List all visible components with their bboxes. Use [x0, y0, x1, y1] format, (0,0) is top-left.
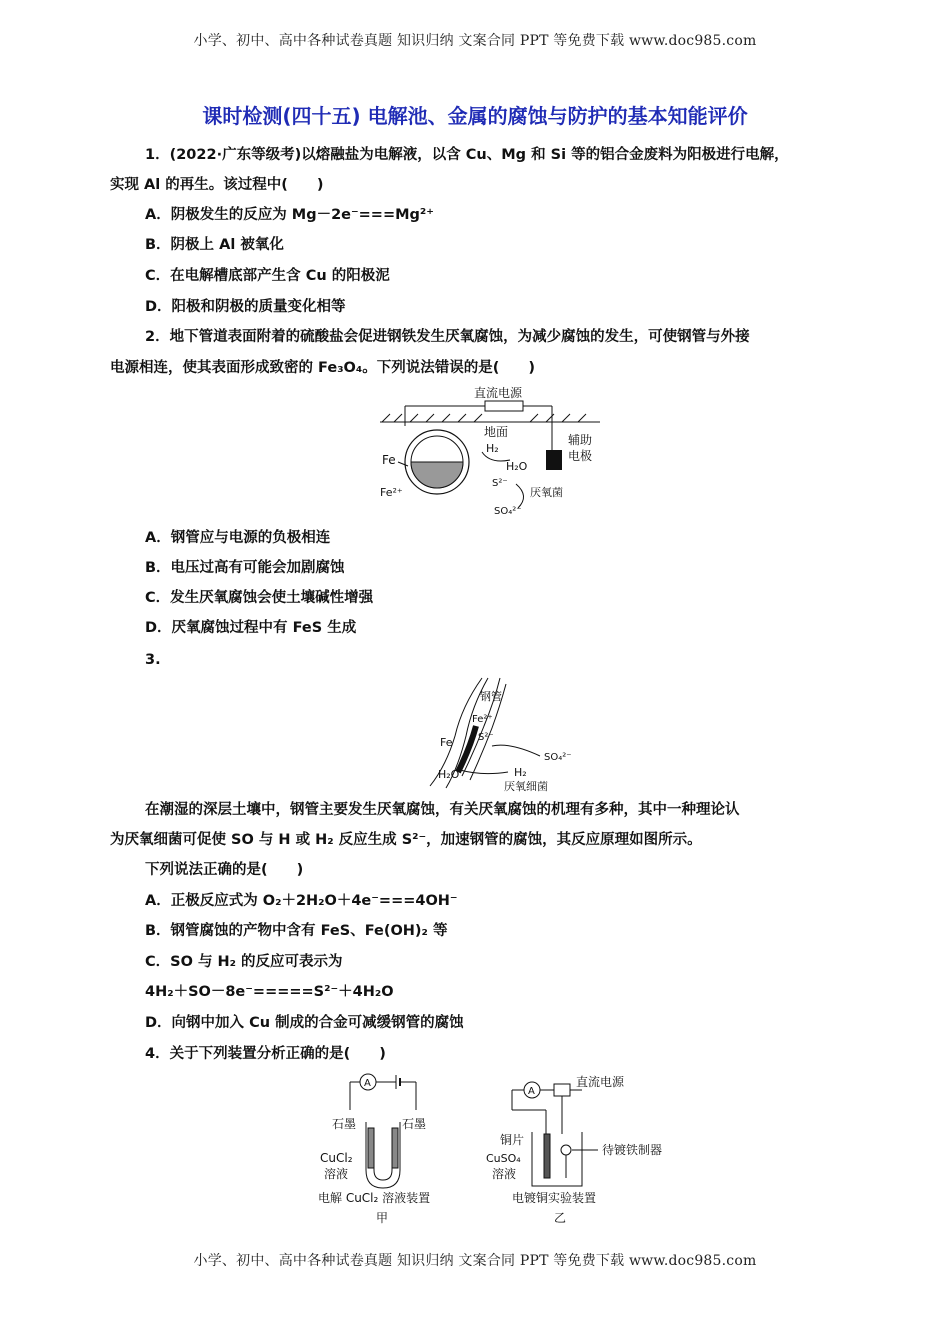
- q2-fig-s2: S²⁻: [492, 478, 508, 489]
- q2-fig-bacteria: 厌氧菌: [530, 486, 563, 499]
- q4-fig-label-left: 甲: [376, 1211, 389, 1225]
- q3-option-b: B．钢管腐蚀的产物中含有 FeS、Fe(OH)₂ 等: [145, 923, 448, 939]
- q3-stem-line2: 为厌氧细菌可促使 SO 与 H 或 H₂ 反应生成 S²⁻，加速钢管的腐蚀，其反应原理如图所示。: [110, 832, 702, 848]
- q2-fig-h2o: H₂O: [506, 460, 528, 473]
- q4-fig-ammeter-right: A: [528, 1086, 535, 1097]
- page-footer: 小学、初中、高中各种试卷真题 知识归纳 文案合同 PPT 等免费下载 www.doc985.com: [193, 1253, 757, 1269]
- auxiliary-electrode: [546, 450, 562, 470]
- q2-option-b: B．电压过高有可能会加剧腐蚀: [145, 560, 345, 576]
- q4-fig-power: 直流电源: [576, 1075, 625, 1089]
- q3-fig-pipe: 钢管: [480, 690, 502, 703]
- iron-part: [561, 1145, 571, 1155]
- q4-fig-caption-right: 电镀铜实验装置: [512, 1191, 597, 1205]
- q4-fig-graphite-right: 石墨: [402, 1117, 427, 1131]
- q4-fig-ammeter-left: A: [364, 1078, 371, 1089]
- q2-option-d: D．厌氧腐蚀过程中有 FeS 生成: [145, 620, 357, 636]
- q3-fig-fe: Fe: [440, 736, 453, 749]
- page-header: 小学、初中、高中各种试卷真题 知识归纳 文案合同 PPT 等免费下载 www.doc985.com: [193, 33, 757, 49]
- q1-option-c: C．在电解槽底部产生含 Cu 的阳极泥: [145, 268, 390, 284]
- q1-option-a: A．阴极发生的反应为 Mg－2e⁻===Mg²⁺: [145, 207, 434, 223]
- q2-option-a: A．钢管应与电源的负极相连: [145, 530, 331, 546]
- q4-fig-label-right: 乙: [554, 1211, 567, 1225]
- q2-stem-line1: 2．地下管道表面附着的硫酸盐会促进钢铁发生厌氧腐蚀，为减少腐蚀的发生，可使钢管与外接: [145, 329, 750, 345]
- q1-option-b: B．阴极上 Al 被氧化: [145, 237, 284, 253]
- q2-fig-fe: Fe: [382, 453, 396, 467]
- q4-figure: [310, 1070, 680, 1230]
- q2-option-c: C．发生厌氧腐蚀会使土壤碱性增强: [145, 590, 374, 606]
- q3-fig-so4: SO₄²⁻: [544, 752, 572, 763]
- resistor: [485, 401, 523, 411]
- q4-fig-copper: 铜片: [500, 1133, 525, 1147]
- q3-stem-line3: 下列说法正确的是( ): [145, 862, 304, 878]
- q1-stem-line1: 1．(2022·广东等级考)以熔融盐为电解液，以含 Cu、Mg 和 Si 等的铝合金废料为阳极进行电解，: [145, 147, 789, 163]
- q2-stem-line2: 电源相连，使其表面形成致密的 Fe₃O₄。下列说法错误的是( ): [110, 360, 535, 376]
- q3-option-a: A．正极反应式为 O₂＋2H₂O＋4e⁻===4OH⁻: [145, 893, 458, 909]
- q3-option-c: C．SO 与 H₂ 的反应可表示为: [145, 954, 343, 970]
- q4-fig-caption-left: 电解 CuCl₂ 溶液装置: [318, 1191, 431, 1205]
- q2-fig-h2: H₂: [486, 442, 499, 455]
- q3-fig-h2o: H₂O: [438, 768, 460, 781]
- q3-fig-h2: H₂: [514, 766, 527, 779]
- q4-fig-cuso4: CuSO₄: [486, 1152, 521, 1165]
- q4-fig-cuso4-solution: 溶液: [492, 1167, 517, 1181]
- copper-plate: [544, 1134, 550, 1178]
- q3-figure: [410, 676, 600, 794]
- q3-fig-fe2: Fe²⁺: [472, 714, 493, 725]
- q3-fig-s2: S²⁻: [478, 732, 494, 743]
- q2-fig-power: 直流电源: [474, 386, 523, 400]
- q3-option-d: D．向钢中加入 Cu 制成的合金可减缓钢管的腐蚀: [145, 1015, 464, 1031]
- q2-fig-aux1: 辅助: [568, 433, 593, 447]
- q3-stem-line1: 在潮湿的深层土壤中，钢管主要发生厌氧腐蚀，有关厌氧腐蚀的机理有多种，其中一种理论认: [145, 802, 740, 818]
- q3-number: 3.: [145, 652, 161, 668]
- q2-fig-so4: SO₄²⁻: [494, 506, 522, 517]
- beaker: [532, 1132, 582, 1186]
- q3-fig-bacteria: 厌氧细菌: [504, 780, 548, 793]
- page-title: 课时检测(四十五) 电解池、金属的腐蚀与防护的基本知能评价: [202, 104, 748, 128]
- q2-fig-fe2: Fe²⁺: [380, 486, 403, 499]
- ground-hatch: [382, 414, 586, 422]
- q2-fig-aux2: 电极: [568, 449, 593, 463]
- q4-fig-cucl2: CuCl₂: [320, 1151, 353, 1165]
- q2-figure: [370, 384, 610, 524]
- q2-fig-ground: 地面: [484, 425, 509, 439]
- q4-fig-iron-part: 待镀铁制器: [602, 1143, 663, 1157]
- q4-fig-graphite-left: 石墨: [332, 1117, 357, 1131]
- q3-option-c-equation: 4H₂＋SO－8e⁻=====S²⁻＋4H₂O: [145, 984, 394, 1000]
- q1-stem-line2: 实现 Al 的再生。该过程中( ): [110, 177, 324, 193]
- q4-fig-cucl2-solution: 溶液: [324, 1167, 349, 1181]
- q1-option-d: D．阳极和阴极的质量变化相等: [145, 299, 346, 315]
- q4-stem: 4．关于下列装置分析正确的是( ): [145, 1046, 386, 1062]
